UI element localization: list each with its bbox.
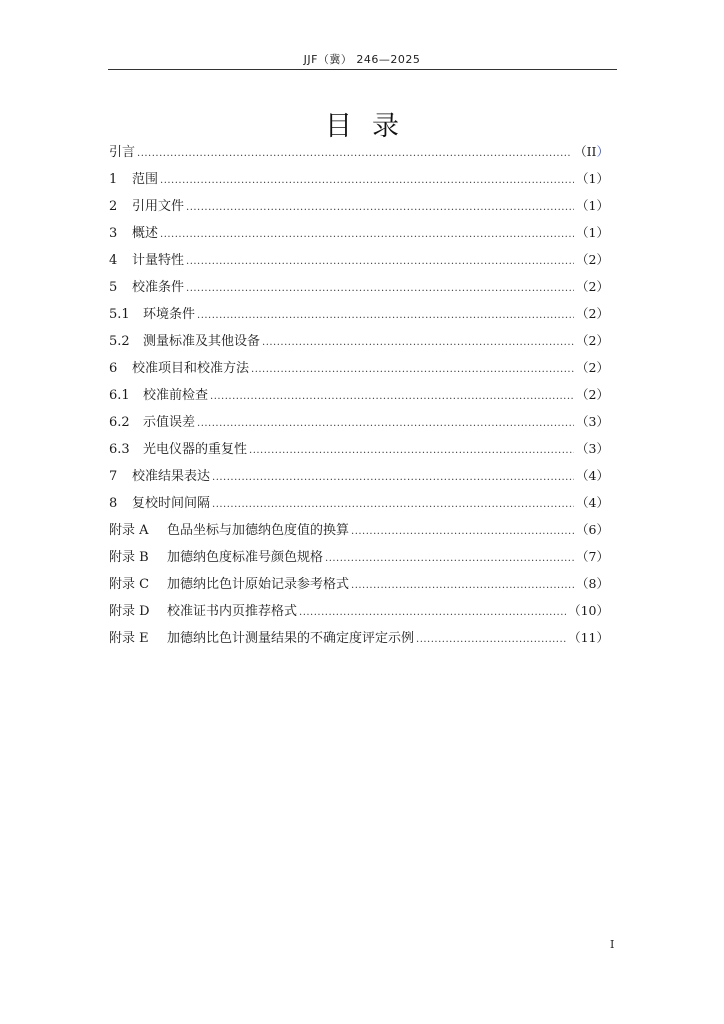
toc-leader-dots (416, 629, 566, 651)
toc-entry-appendix-b[interactable] (109, 546, 609, 573)
toc-entry-number: 5.2 (109, 334, 130, 349)
toc-entry-5-1[interactable] (109, 303, 609, 330)
toc-leader-dots (197, 413, 574, 435)
toc-leader-dots (351, 575, 574, 597)
toc-entry-page: （2） (576, 360, 609, 375)
toc-leader-dots (325, 548, 574, 570)
toc-entry-page: （3） (576, 414, 609, 429)
toc-entry-title: 环境条件 (143, 307, 196, 322)
toc-entry-number: 附录 A (109, 523, 149, 538)
toc-entry-page: （2） (576, 252, 609, 267)
toc-entry-page: （4） (576, 495, 609, 510)
toc-entry-appendix-d[interactable] (109, 600, 609, 627)
toc-entry-number: 附录 B (109, 550, 149, 565)
toc-entry-page: （2） (576, 306, 609, 321)
toc-entry-title: 范围 (132, 172, 159, 187)
toc-entry-5-2[interactable] (109, 330, 609, 357)
toc-leader-dots (137, 143, 572, 165)
toc-entry-page: （2） (576, 279, 609, 294)
toc-entry-number: 附录 C (109, 577, 150, 592)
toc-entry-number: 5 (109, 280, 118, 295)
toc-entry-number: 1 (109, 172, 118, 187)
toc-entry-number: 4 (109, 253, 118, 268)
toc-leader-dots (186, 251, 574, 273)
toc-entry-6-3[interactable] (109, 438, 609, 465)
toc-entry-page: （7） (576, 549, 609, 564)
toc-entry-page: （3） (576, 441, 609, 456)
footer-page-number: I (610, 938, 615, 951)
toc-leader-dots (160, 170, 574, 192)
toc-entry-title: 引用文件 (132, 199, 185, 214)
toc-entry-title: 加德纳色度标准号颜色规格 (167, 550, 324, 565)
toc-entry-number: 6.1 (109, 388, 130, 403)
toc-entry-appendix-e[interactable] (109, 627, 609, 654)
toc-leader-dots (210, 386, 574, 408)
toc-entry-6[interactable] (109, 357, 609, 384)
toc-entry-6-2[interactable] (109, 411, 609, 438)
toc-entry-page: （1） (576, 198, 609, 213)
toc-leader-dots (197, 305, 574, 327)
toc-entry-title: 示值误差 (143, 415, 196, 430)
toc-entry-number: 3 (109, 226, 118, 241)
toc-entry-appendix-c[interactable] (109, 573, 609, 600)
toc-entry-number: 8 (109, 496, 118, 511)
toc-entry-6-1[interactable] (109, 384, 609, 411)
toc-entry-title: 概述 (132, 226, 159, 241)
toc-entry-4[interactable] (109, 249, 609, 276)
toc-entry-title: 色品坐标与加德纳色度值的换算 (167, 523, 350, 538)
toc-entry-number: 5.1 (109, 307, 130, 322)
toc-entry-page: （4） (576, 468, 609, 483)
table-of-contents (109, 141, 609, 654)
toc-entry-title: 加德纳比色计测量结果的不确定度评定示例 (167, 631, 415, 646)
toc-entry-8[interactable] (109, 492, 609, 519)
toc-entry-page: （11） (568, 630, 609, 645)
toc-entry-page: （1） (576, 225, 609, 240)
toc-entry-2[interactable] (109, 195, 609, 222)
toc-entry-page: （2） (576, 387, 609, 402)
toc-entry-title: 复校时间间隔 (132, 496, 211, 511)
toc-entry-page: （10） (568, 603, 609, 618)
toc-entry-title: 引言 (109, 145, 136, 160)
toc-entry-title: 校准证书内页推荐格式 (167, 604, 298, 619)
toc-leader-dots (212, 467, 574, 489)
page-header: JJF（冀） 246—2025 (303, 53, 421, 66)
toc-entry-number: 附录 D (109, 604, 150, 619)
toc-entry-title: 计量特性 (132, 253, 185, 268)
toc-entry-number: 6.3 (109, 442, 130, 457)
toc-entry-3[interactable] (109, 222, 609, 249)
toc-leader-dots (251, 359, 574, 381)
toc-entry-title: 加德纳比色计原始记录参考格式 (167, 577, 350, 592)
toc-entry-1[interactable] (109, 168, 609, 195)
toc-entry-5[interactable] (109, 276, 609, 303)
toc-entry-title: 校准条件 (132, 280, 185, 295)
toc-leader-dots (249, 440, 574, 462)
toc-entry-number: 6 (109, 361, 118, 376)
toc-leader-dots (186, 197, 574, 219)
toc-entry-page: （1） (576, 171, 609, 186)
toc-entry-title: 校准前检查 (143, 388, 209, 403)
toc-leader-dots (262, 332, 574, 354)
toc-entry-7[interactable] (109, 465, 609, 492)
toc-entry-title: 测量标准及其他设备 (143, 334, 261, 349)
toc-entry-number: 6.2 (109, 415, 130, 430)
toc-entry-page: （2） (576, 333, 609, 348)
toc-leader-dots (299, 602, 566, 624)
toc-page-number: （II (574, 144, 597, 159)
toc-entry-page: （6） (576, 522, 609, 537)
toc-leader-dots (160, 224, 574, 246)
toc-entry-title: 校准项目和校准方法 (132, 361, 250, 376)
header-rule (108, 69, 617, 70)
toc-entry-number: 2 (109, 199, 118, 214)
toc-entry-preface[interactable] (109, 141, 609, 168)
toc-entry-number: 7 (109, 469, 118, 484)
toc-entry-appendix-a[interactable] (109, 519, 609, 546)
toc-entry-page (574, 141, 609, 163)
toc-title: 目录 (325, 111, 419, 142)
toc-entry-title: 光电仪器的重复性 (143, 442, 248, 457)
toc-page-close-paren: ） (596, 144, 609, 159)
toc-leader-dots (212, 494, 574, 516)
toc-entry-number: 附录 E (109, 631, 149, 646)
toc-leader-dots (186, 278, 574, 300)
toc-entry-title: 校准结果表达 (132, 469, 211, 484)
toc-leader-dots (351, 521, 574, 543)
toc-entry-page: （8） (576, 576, 609, 591)
